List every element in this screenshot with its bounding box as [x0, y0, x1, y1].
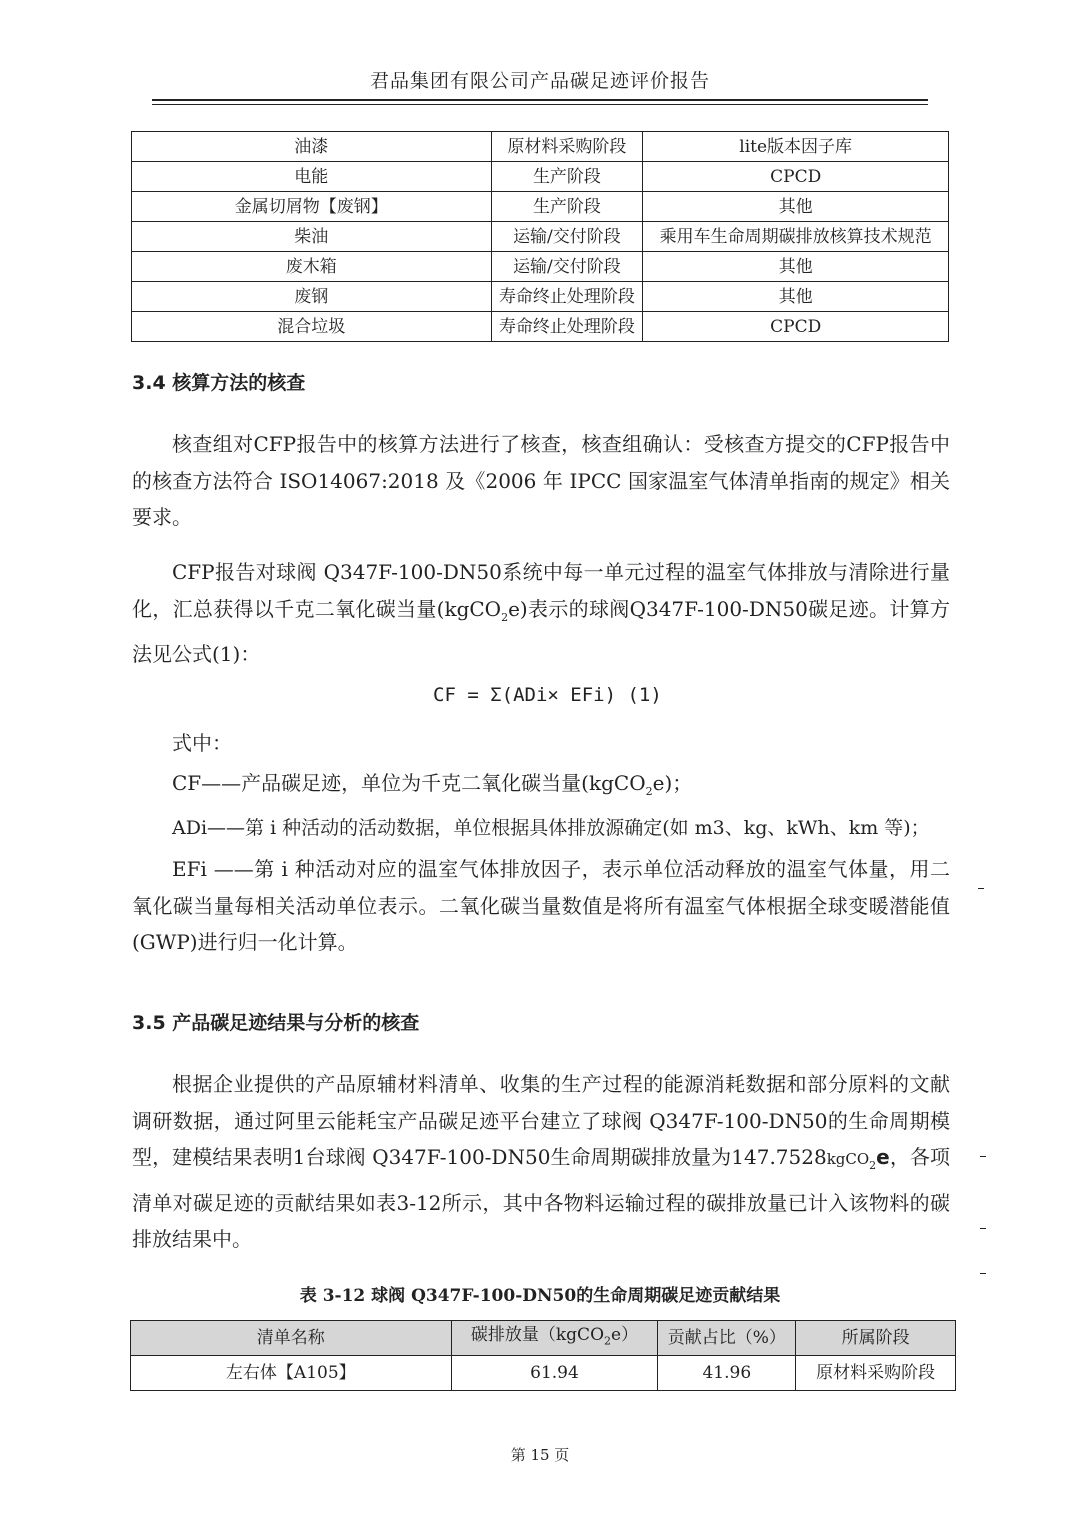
co2-subscript: 2 [604, 1334, 612, 1348]
paragraph-footprint-result-part2: ，各项清单对碳足迹的贡献结果如表3-12所示，其中各物料运输过程的碳排放量已计入该物料的碳排放结果中。 [132, 1145, 951, 1251]
definition-efi: EFi ——第 i 种活动对应的温室气体排放因子，表示单位活动释放的温室气体量，用二氧化碳当量每相关活动单位表示。二氧化碳当量数值是将所有温室气体根据全球变暖潜能值(GWP)进行归一化计算。 [132, 857, 950, 954]
paragraph-cfp-quantification [132, 554, 950, 673]
table-row [132, 282, 949, 312]
emission-factor-table [131, 131, 949, 342]
co2-subscript: 2 [645, 785, 653, 798]
column-header-share: 贡献占比（%） [658, 1321, 796, 1356]
table-cell-stage: 生产阶段 [491, 162, 643, 192]
section-heading-3-4: 3.4 核算方法的核查 [132, 372, 306, 394]
table-row [132, 132, 949, 162]
table-cell-factor-source: 其他 [643, 282, 949, 312]
page-header-title: 君品集团有限公司产品碳足迹评价报告 [369, 70, 710, 92]
table-cell-stage: 生产阶段 [491, 192, 643, 222]
table-row [132, 312, 949, 342]
definition-cf-part2: e)； [652, 771, 693, 795]
paragraph-footprint-result-part1: 根据企业提供的产品原辅材料清单、收集的生产过程的能源消耗数据和部分原料的文献调研数据，通过阿里云能耗宝产品碳足迹平台建立了球阀 Q347F-100-DN50的生命周期模型，建模结果表明1台球阀 Q347F-100-DN50生命周期碳排放量为147.7528 [132, 1072, 950, 1169]
paragraph-verification-method: 核查组对CFP报告中的核算方法进行了核查，核查组确认：受核查方提交的CFP报告中的核查方法符合 ISO14067:2018 及《2006 年 IPCC 国家温室气体清单指南的规定》相关要求。 [132, 432, 950, 529]
table-cell-emission: 61.94 [451, 1356, 658, 1391]
header-rule-thin [152, 104, 928, 105]
margin-mark [978, 888, 984, 889]
table-cell-stage: 原材料采购阶段 [491, 132, 643, 162]
table-row [132, 192, 949, 222]
table-row [132, 162, 949, 192]
column-header-emission-part2: e） [611, 1325, 639, 1345]
margin-mark [980, 1156, 986, 1157]
table-row [132, 222, 949, 252]
table-cell-material: 油漆 [132, 132, 492, 162]
table-cell-material: 金属切屑物【废钢】 [132, 192, 492, 222]
header-rule-thick [152, 99, 928, 101]
formula-cf: CF = Σ(ADi× EFi) (1) [433, 684, 662, 706]
paragraph-footprint-unit: kgCO [826, 1150, 870, 1168]
table-header-row [131, 1321, 956, 1356]
co2-subscript: 2 [869, 1159, 877, 1172]
table-cell-factor-source: CPCD [643, 312, 949, 342]
table-row [132, 252, 949, 282]
table-caption: 表 3-12 球阀 Q347F-100-DN50的生命周期碳足迹贡献结果 [299, 1286, 781, 1306]
table-cell-stage: 寿命终止处理阶段 [491, 312, 643, 342]
column-header-stage: 所属阶段 [796, 1321, 956, 1356]
column-header-emission-part1: 碳排放量（kgCO [470, 1325, 605, 1345]
page-number: 第 15 页 [510, 1446, 570, 1464]
paragraph-footprint-unit-e: e [876, 1145, 890, 1169]
emission-factor-table-body [132, 132, 949, 342]
table-cell-material: 柴油 [132, 222, 492, 252]
paragraph-footprint-result [132, 1066, 950, 1258]
table-cell-stage: 运输/交付阶段 [491, 252, 643, 282]
paragraph-cfp-quantification-part2: e)表示的球阀Q347F-100-DN50碳足迹。计算方法见公式(1)： [132, 596, 950, 666]
table-cell-stage: 寿命终止处理阶段 [491, 282, 643, 312]
table-cell-material: 电能 [132, 162, 492, 192]
definition-cf-part1: CF——产品碳足迹，单位为千克二氧化碳当量(kgCO [172, 771, 646, 795]
table-cell-stage: 运输/交付阶段 [491, 222, 643, 252]
definition-cf [172, 765, 692, 810]
margin-mark [980, 1273, 986, 1274]
column-header-item-name: 清单名称 [131, 1321, 452, 1356]
table-cell-item-name: 左右体【A105】 [131, 1356, 452, 1391]
table-cell-stage: 原材料采购阶段 [796, 1356, 956, 1391]
formula-where-label: 式中： [172, 731, 232, 755]
table-cell-material: 混合垃圾 [132, 312, 492, 342]
table-cell-factor-source: 其他 [643, 192, 949, 222]
paragraph-cfp-quantification-part1: CFP报告对球阀 Q347F-100-DN50系统中每一单元过程的温室气体排放与清除进行量化，汇总获得以千克二氧化碳当量(kgCO [132, 560, 950, 621]
footprint-contribution-table [130, 1320, 956, 1391]
table-row [131, 1356, 956, 1391]
table-cell-factor-source: CPCD [643, 162, 949, 192]
table-cell-material: 废木箱 [132, 252, 492, 282]
table-cell-share: 41.96 [658, 1356, 796, 1391]
table-cell-factor-source: 乘用车生命周期碳排放核算技术规范 [643, 222, 949, 252]
table-cell-factor-source: 其他 [643, 252, 949, 282]
margin-mark [980, 1228, 986, 1229]
definition-adi: ADi——第 i 种活动的活动数据，单位根据具体排放源确定(如 m3、kg、kWh、km 等)； [172, 817, 930, 839]
table-cell-factor-source: lite版本因子库 [643, 132, 949, 162]
co2-subscript: 2 [501, 610, 509, 624]
section-heading-3-5: 3.5 产品碳足迹结果与分析的核查 [132, 1012, 420, 1034]
table-cell-material: 废钢 [132, 282, 492, 312]
column-header-emission [451, 1321, 658, 1356]
